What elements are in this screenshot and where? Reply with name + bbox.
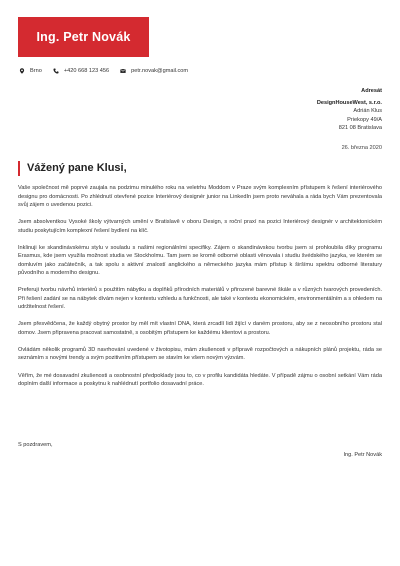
addressee-city: 821 08 Bratislava	[338, 125, 382, 132]
body-paragraph: Inklinuji ke skandinávskému stylu v souladu s našimi regionálními specifiky. Zájem o skandinávskou tvorbu jsem si prohloubila díky programu Erasmus, kde jsem využila možnost studia ve Stockholmu. Tam jsem se kromě odborné oblasti věnovala i studiu švédského jazyka, ve kterém se domluvím jako začátečník, a tak spolu s aktivní znalostí anglického a německého jazyka mám přístup k širšímu spektru odborné literatury původního a moderního designu.	[18, 244, 382, 277]
envelope-icon	[119, 67, 127, 75]
phone-icon	[52, 67, 60, 75]
addressee-block	[317, 87, 382, 133]
contact-city	[18, 67, 42, 75]
body-paragraph: Věřím, že mé dosavadní zkušenosti a osobnostní předpoklady jsou to, co v profilu kandidáta hledáte. V případě zájmu o osobní setkání Vám ráda doplním další informace a poskytnu k nahlédnutí portfolio dosavadní práce.	[18, 372, 382, 388]
letter-body	[18, 184, 382, 397]
letter-date: 26. března 2020	[341, 145, 382, 151]
salutation	[18, 160, 127, 176]
salutation-accent-bar	[18, 161, 20, 176]
contact-email	[119, 67, 188, 75]
body-paragraph: Jsem absolventkou Vysoké školy výtvarných umění v Bratislavě v oboru Design, s roční praxí na pozici Interiérový designér v architektonickém studiu poskytujícím komplexní řešení bydlení na klíč.	[18, 219, 382, 234]
signature-name: Ing. Petr Novák	[343, 452, 382, 458]
contact-city-text: Brno	[30, 68, 42, 74]
contact-row	[18, 66, 198, 76]
contact-phone-text[interactable]: +420 668 123 456	[63, 68, 110, 74]
addressee-label: Adresát	[361, 88, 382, 94]
addressee-person: Adrián Klus	[353, 108, 382, 115]
addressee-company: DesignHouseWest, s.r.o.	[316, 99, 382, 106]
location-pin-icon	[18, 67, 26, 75]
contact-email-text[interactable]: petr.novak@gmail.com	[131, 68, 189, 74]
salutation-text: Vážený pane Klusi,	[27, 162, 127, 174]
applicant-name: Ing. Petr Novák	[36, 30, 131, 44]
addressee-street: Priekopy 49/A	[347, 116, 382, 123]
body-paragraph: Preferuji tvorbu návrhů interiérů s použitím nábytku a doplňků přírodních materiálů v přirozené barevné škále a v různých tvarových provedeních. Při řešení zadání se na nábytek dívám nejen v kontextu vzhledu a funkčnosti, ale také v kontextu ekonomickém, environmentálním a s ohledem na udržitelnost řešení.	[18, 287, 382, 311]
name-banner	[18, 17, 149, 57]
contact-phone	[52, 67, 109, 75]
closing-line: S pozdravem,	[18, 442, 53, 448]
body-paragraph: Vaše společnost mě poprvé zaujala na podzimu minulého roku na veletrhu Moddom v Praze svým komplexním přístupem k řešení interiérového designu pro domácnosti. Po zhlédnutí otevřené pozice Interiérový designér junior na LinkedIn jsem proto neváhala a ráda bych Vám prezentovala svůj zájem o uvedenou pozici.	[18, 185, 382, 208]
body-paragraph: Jsem přesvědčena, že každý obytný prostor by měl mít vlastní DNA, která zrcadlí lidi žijící v daném prostoru, aby se z neosobního prostoru stal domov. Jsem připravena pracovat samostatně, s osobitým přístupem ke každému klientovi a prostoru.	[18, 321, 382, 336]
body-paragraph: Ovládám několik programů 3D navrhování uvedené v životopisu, mám zkušenosti v přípravě rozpočtových a nákupních plánů projektu, ráda se seznámím s novými trendy a svým pozitivním přístupem se stavím ke všem novým výzvám.	[18, 346, 382, 362]
